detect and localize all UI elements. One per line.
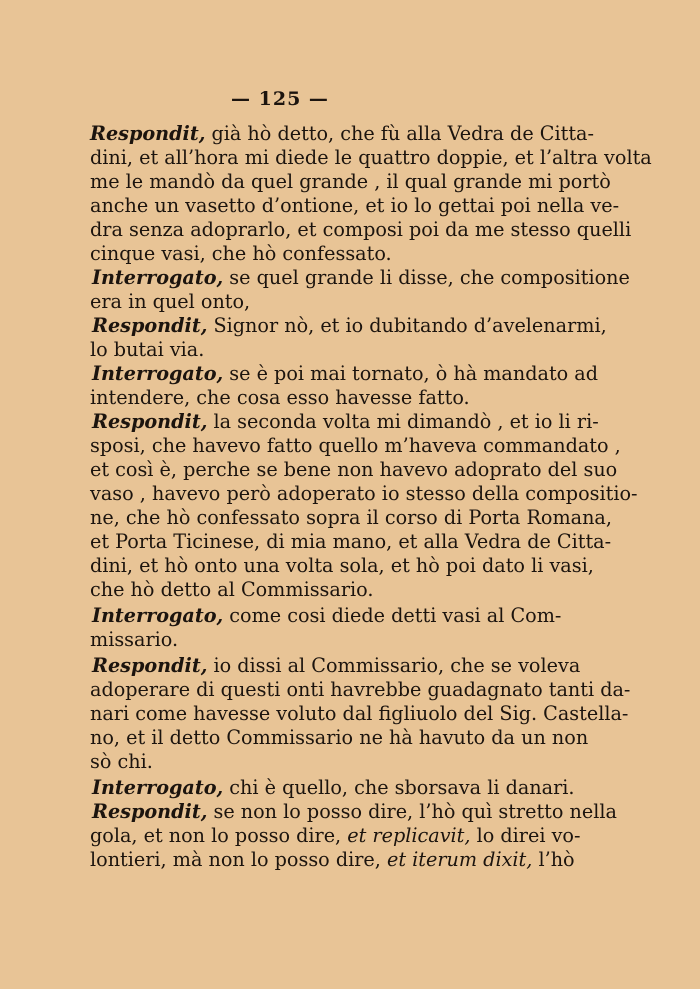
text-line (90, 824, 581, 848)
text-line: dra senza adoprarlo, et composi poi da me stesso quelli (90, 218, 632, 241)
speaker-label: Interrogato, (92, 776, 224, 799)
line-text: la seconda volta mi dimandò , et io li ri- (207, 410, 599, 433)
text-line (92, 654, 581, 678)
line-text: se quel grande li disse, che compositione (223, 266, 630, 289)
line-text: l’hò (532, 848, 575, 871)
line-text: io dissi al Commissario, che se voleva (207, 654, 581, 677)
latin-phrase: et iterum dixit, (386, 848, 533, 871)
text-line: dini, et hò onto una volta sola, et hò poi dato li vasi, (90, 554, 594, 577)
line-text: Signor nò, et io dubitando d’avelenarmi, (207, 314, 607, 337)
line-text: lo direi vo- (470, 824, 581, 847)
speaker-label: Respondit, (92, 800, 208, 823)
text-line: che hò detto al Commissario. (90, 578, 374, 601)
line-text: lontieri, mà non lo posso dire, (90, 848, 387, 871)
speaker-label: Interrogato, (92, 604, 224, 627)
latin-phrase: et replicavit, (347, 824, 471, 847)
text-line: me le mandò da quel grande , il qual grande mi portò (90, 170, 611, 193)
text-line (92, 776, 575, 800)
line-text: se non lo posso dire, l’hò quì stretto nella (207, 800, 617, 823)
text-line: no, et il detto Commissario ne hà havuto da un non (90, 726, 589, 749)
text-line: intendere, che cosa esso havesse fatto. (90, 386, 470, 409)
text-line (92, 410, 599, 434)
line-text: chi è quello, che sborsava li danari. (223, 776, 575, 799)
line-text: come cosi diede detti vasi al Com- (223, 604, 562, 627)
line-text: gola, et non lo posso dire, (90, 824, 348, 847)
text-line: nari come havesse voluto dal figliuolo del Sig. Castella- (90, 702, 629, 725)
text-line (92, 266, 630, 290)
text-line (92, 362, 599, 386)
line-text: se è poi mai tornato, ò hà mandato ad (223, 362, 599, 385)
speaker-label: Respondit, (90, 122, 206, 145)
speaker-label: Interrogato, (92, 266, 224, 289)
speaker-label: Respondit, (92, 314, 208, 337)
speaker-label: Respondit, (92, 410, 208, 433)
text-line: missario. (90, 628, 179, 651)
speaker-label: Respondit, (92, 654, 208, 677)
text-line: lo butai via. (90, 338, 205, 361)
page-number: — 125 — (231, 88, 329, 110)
speaker-label: Interrogato, (92, 362, 224, 385)
text-line: vaso , havevo però adoperato io stesso della compositio- (90, 482, 638, 505)
text-line: sposi, che havevo fatto quello m’haveva commandato , (90, 434, 621, 457)
text-line: et così è, perche se bene non havevo adoprato del suo (90, 458, 618, 481)
text-line (92, 314, 607, 338)
text-line: anche un vasetto d’ontione, et io lo gettai poi nella ve- (90, 194, 620, 217)
text-line: adoperare di questi onti havrebbe guadagnato tanti da- (90, 678, 631, 701)
text-line (90, 848, 575, 872)
text-line: cinque vasi, che hò confessato. (90, 242, 392, 265)
text-line: et Porta Ticinese, di mia mano, et alla Vedra de Citta- (90, 530, 612, 553)
text-line: ne, che hò confessato sopra il corso di Porta Romana, (90, 506, 612, 529)
text-line: era in quel onto, (90, 290, 251, 313)
text-line (90, 122, 594, 146)
text-line (92, 800, 617, 824)
text-line: dini, et all’hora mi diede le quattro doppie, et l’altra volta (90, 146, 652, 169)
text-line (92, 604, 562, 628)
line-text: già hò detto, che fù alla Vedra de Citta- (205, 122, 594, 145)
text-line: sò chi. (90, 750, 153, 773)
